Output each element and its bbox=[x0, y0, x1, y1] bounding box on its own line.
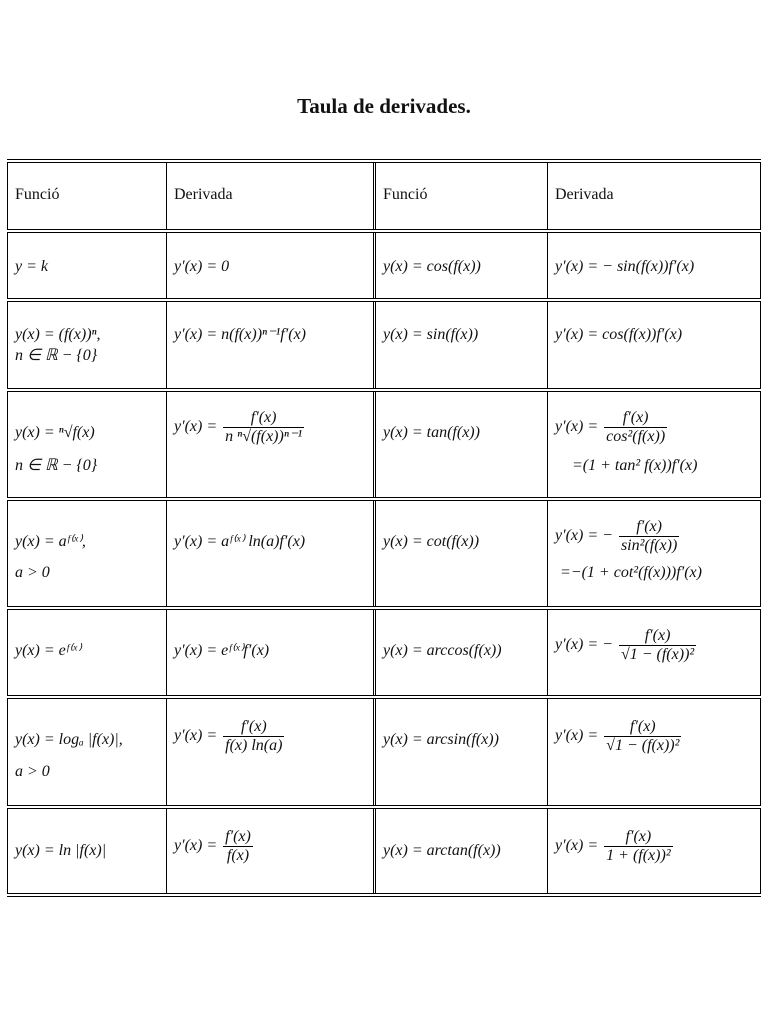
table-row bbox=[7, 500, 761, 607]
derivative-cell: y′(x) = $\frac{f'(x)}{\text{n ⁿ√(f(x))ⁿ⁻¹}}$ bbox=[166, 392, 369, 497]
derivative-cell: y′(x) = aᶠ⁽ˣ⁾ ln(a)f′(x) bbox=[166, 501, 369, 606]
function-cell: y(x) = cot(f(x)) bbox=[373, 501, 547, 606]
table-row bbox=[7, 808, 761, 894]
fraction: $\frac{f'(x)}{\text{√1 − (f(x))²}}$ bbox=[620, 627, 695, 663]
derivative-cell: y′(x) = cos(f(x))f′(x) bbox=[547, 302, 761, 388]
derivative-cell: y′(x) = 0 bbox=[166, 233, 369, 298]
derivative-cell: y′(x) = $\frac{f'(x)}{\text{cos²(f(x))}}$ =(1 + tan² f(x))f′(x) bbox=[547, 392, 761, 497]
table-row bbox=[7, 391, 761, 498]
header-funcio-2: Funció bbox=[373, 163, 547, 229]
table-row bbox=[7, 698, 761, 806]
fraction: $\frac{f'(x)}{\text{cos²(f(x))}}$ bbox=[606, 409, 666, 445]
fraction: $\frac{f'(x)}{f(x)}$ bbox=[225, 828, 251, 864]
function-cell: y(x) = arctan(f(x)) bbox=[373, 809, 547, 893]
derivative-cell: y′(x) = − $\frac{f'(x)}{\text{sin²(f(x))}}$ =−(1 + cot²(f(x)))f′(x) bbox=[547, 501, 761, 606]
header-funcio-1: Funció bbox=[7, 163, 166, 229]
derivative-cell: y′(x) = eᶠ⁽ˣ⁾f′(x) bbox=[166, 610, 369, 695]
function-cell: y(x) = arccos(f(x)) bbox=[373, 610, 547, 695]
fraction: $\frac{f'(x)}{f(x) \ln(a)}$ bbox=[225, 718, 283, 754]
table-header-row bbox=[7, 162, 761, 230]
derivative-cell: y′(x) = − sin(f(x))f′(x) bbox=[547, 233, 761, 298]
function-cell: y(x) = eᶠ⁽ˣ⁾ bbox=[7, 610, 166, 695]
function-cell: y(x) = ln |f(x)| bbox=[7, 809, 166, 893]
table-row bbox=[7, 301, 761, 389]
function-cell: y(x) = ⁿ√f(x) n ∈ ℝ − {0} bbox=[7, 392, 166, 497]
function-cell: y(x) = arcsin(f(x)) bbox=[373, 699, 547, 805]
page-title: Taula de derivades. bbox=[297, 94, 471, 118]
derivative-cell: y′(x) = − $\frac{f'(x)}{\text{√1 − (f(x))²}}$ bbox=[547, 610, 761, 695]
function-cell: y(x) = (f(x))ⁿ, n ∈ ℝ − {0} bbox=[7, 302, 166, 388]
function-cell: y = k bbox=[7, 233, 166, 298]
function-cell: y(x) = logₐ |f(x)|, a > 0 bbox=[7, 699, 166, 805]
derivative-cell: y′(x) = $\frac{f'(x)}{\text{√1 − (f(x))²}}$ bbox=[547, 699, 761, 805]
derivative-cell: y′(x) = $\frac{f'(x)}{\text{1 + (f(x))²}}$ bbox=[547, 809, 761, 893]
fraction: $\frac{f'(x)}{\text{√1 − (f(x))²}}$ bbox=[606, 718, 680, 754]
fraction: $\frac{f'(x)}{\text{1 + (f(x))²}}$ bbox=[606, 828, 671, 864]
table-row bbox=[7, 232, 761, 299]
derivatives-table bbox=[7, 159, 761, 897]
function-cell: y(x) = aᶠ⁽ˣ⁾, a > 0 bbox=[7, 501, 166, 606]
header-derivada-1: Derivada bbox=[166, 163, 369, 229]
fraction: $\frac{f'(x)}{\text{sin²(f(x))}}$ bbox=[620, 518, 678, 554]
table-row bbox=[7, 609, 761, 696]
fraction: $\frac{f'(x)}{\text{n ⁿ√(f(x))ⁿ⁻¹}}$ bbox=[225, 409, 303, 445]
function-cell: y(x) = sin(f(x)) bbox=[373, 302, 547, 388]
derivative-cell: y′(x) = $\frac{f'(x)}{f(x) \ln(a)}$ bbox=[166, 699, 369, 805]
header-derivada-2: Derivada bbox=[547, 163, 761, 229]
function-cell: y(x) = tan(f(x)) bbox=[373, 392, 547, 497]
derivative-cell: y′(x) = n(f(x))ⁿ⁻¹f′(x) bbox=[166, 302, 369, 388]
function-cell: y(x) = cos(f(x)) bbox=[373, 233, 547, 298]
derivative-cell: y′(x) = $\frac{f'(x)}{f(x)}$ bbox=[166, 809, 369, 893]
